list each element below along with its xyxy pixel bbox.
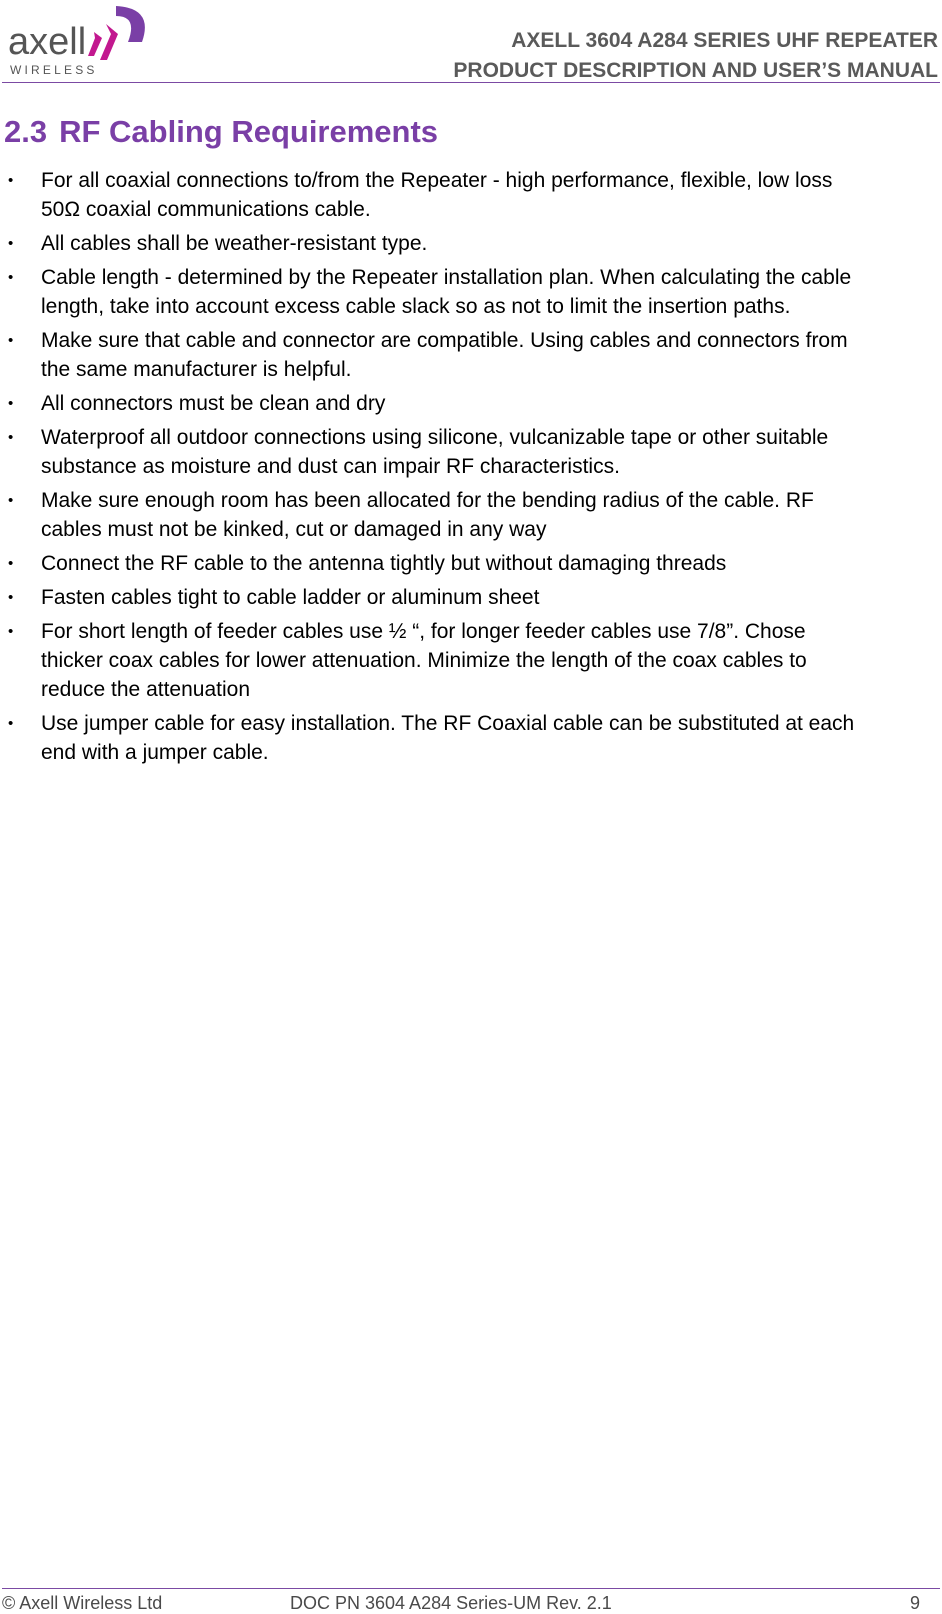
bullet-icon: • xyxy=(8,555,14,572)
list-item-line: length, take into account excess cable slack so as not to limit the insertion paths. xyxy=(41,295,791,318)
list-item-line: For all coaxial connections to/from the Repeater - high performance, flexible, low loss xyxy=(41,169,833,192)
list-item-line: substance as moisture and dust can impair RF characteristics. xyxy=(41,455,620,478)
list-item-line: Use jumper cable for easy installation. The RF Coaxial cable can be substituted at each xyxy=(41,712,855,735)
footer-page-number: 9 xyxy=(909,1593,920,1613)
document-title-line1: AXELL 3604 A284 SERIES UHF REPEATER xyxy=(511,29,938,52)
bullet-icon: • xyxy=(8,492,14,509)
requirements-list xyxy=(0,166,940,772)
logo-subtext: WIRELESS xyxy=(10,63,98,77)
bullet-icon: • xyxy=(8,172,14,189)
list-item-line: Make sure enough room has been allocated for the bending radius of the cable. RF xyxy=(41,489,814,512)
list-item xyxy=(0,486,940,544)
list-item-line: end with a jumper cable. xyxy=(41,741,269,764)
bullet-icon: • xyxy=(8,269,14,286)
list-item xyxy=(0,389,940,418)
bullet-icon: • xyxy=(8,623,14,640)
list-item-line: cables must not be kinked, cut or damaged in any way xyxy=(41,518,547,541)
list-item-line: Fasten cables tight to cable ladder or aluminum sheet xyxy=(41,586,540,609)
header-divider xyxy=(2,82,940,83)
logo-wave-1 xyxy=(88,32,102,56)
list-item-line: For short length of feeder cables use ½ “, for longer feeder cables use 7/8”. Chose xyxy=(41,620,806,643)
section-title: RF Cabling Requirements xyxy=(59,114,439,149)
list-item xyxy=(0,263,940,321)
bullet-icon: • xyxy=(8,589,14,606)
axell-wireless-logo xyxy=(6,2,156,78)
list-item-line: the same manufacturer is helpful. xyxy=(41,358,352,381)
logo-wordmark: axell xyxy=(8,21,87,63)
bullet-icon: • xyxy=(8,429,14,446)
list-item-line: thicker coax cables for lower attenuation. Minimize the length of the coax cables to xyxy=(41,649,807,672)
list-item-line: Cable length - determined by the Repeater installation plan. When calculating the cable xyxy=(41,266,852,289)
list-item-line: Waterproof all outdoor connections using silicone, vulcanizable tape or other suitable xyxy=(41,426,829,449)
logo-wave-2 xyxy=(100,24,118,60)
footer-divider xyxy=(2,1588,940,1589)
list-item-line: 50Ω coaxial communications cable. xyxy=(41,198,371,221)
section-number: 2.3 xyxy=(4,114,48,149)
list-item xyxy=(0,423,940,481)
footer-doc-number: DOC PN 3604 A284 Series-UM Rev. 2.1 xyxy=(290,1593,612,1613)
list-item xyxy=(0,326,940,384)
list-item-line: All cables shall be weather-resistant type. xyxy=(41,232,428,255)
bullet-icon: • xyxy=(8,715,14,732)
list-item xyxy=(0,583,940,612)
list-item-line: Make sure that cable and connector are compatible. Using cables and connectors from xyxy=(41,329,848,352)
list-item xyxy=(0,617,940,704)
list-item xyxy=(0,166,940,224)
document-title-line2: PRODUCT DESCRIPTION AND USER’S MANUAL xyxy=(453,59,938,82)
list-item-line: All connectors must be clean and dry xyxy=(41,392,386,415)
list-item xyxy=(0,709,940,767)
bullet-icon: • xyxy=(8,332,14,349)
page-header xyxy=(0,0,942,84)
list-item xyxy=(0,549,940,578)
page-footer xyxy=(0,1592,942,1614)
document-title-block xyxy=(453,26,938,86)
bullet-icon: • xyxy=(8,235,14,252)
list-item-line: reduce the attenuation xyxy=(41,678,250,701)
list-item-line: Connect the RF cable to the antenna tightly but without damaging threads xyxy=(41,552,727,575)
footer-copyright: © Axell Wireless Ltd xyxy=(2,1593,163,1613)
list-item xyxy=(0,229,940,258)
bullet-icon: • xyxy=(8,395,14,412)
logo-wave-3 xyxy=(116,6,145,42)
section-heading xyxy=(4,114,438,150)
